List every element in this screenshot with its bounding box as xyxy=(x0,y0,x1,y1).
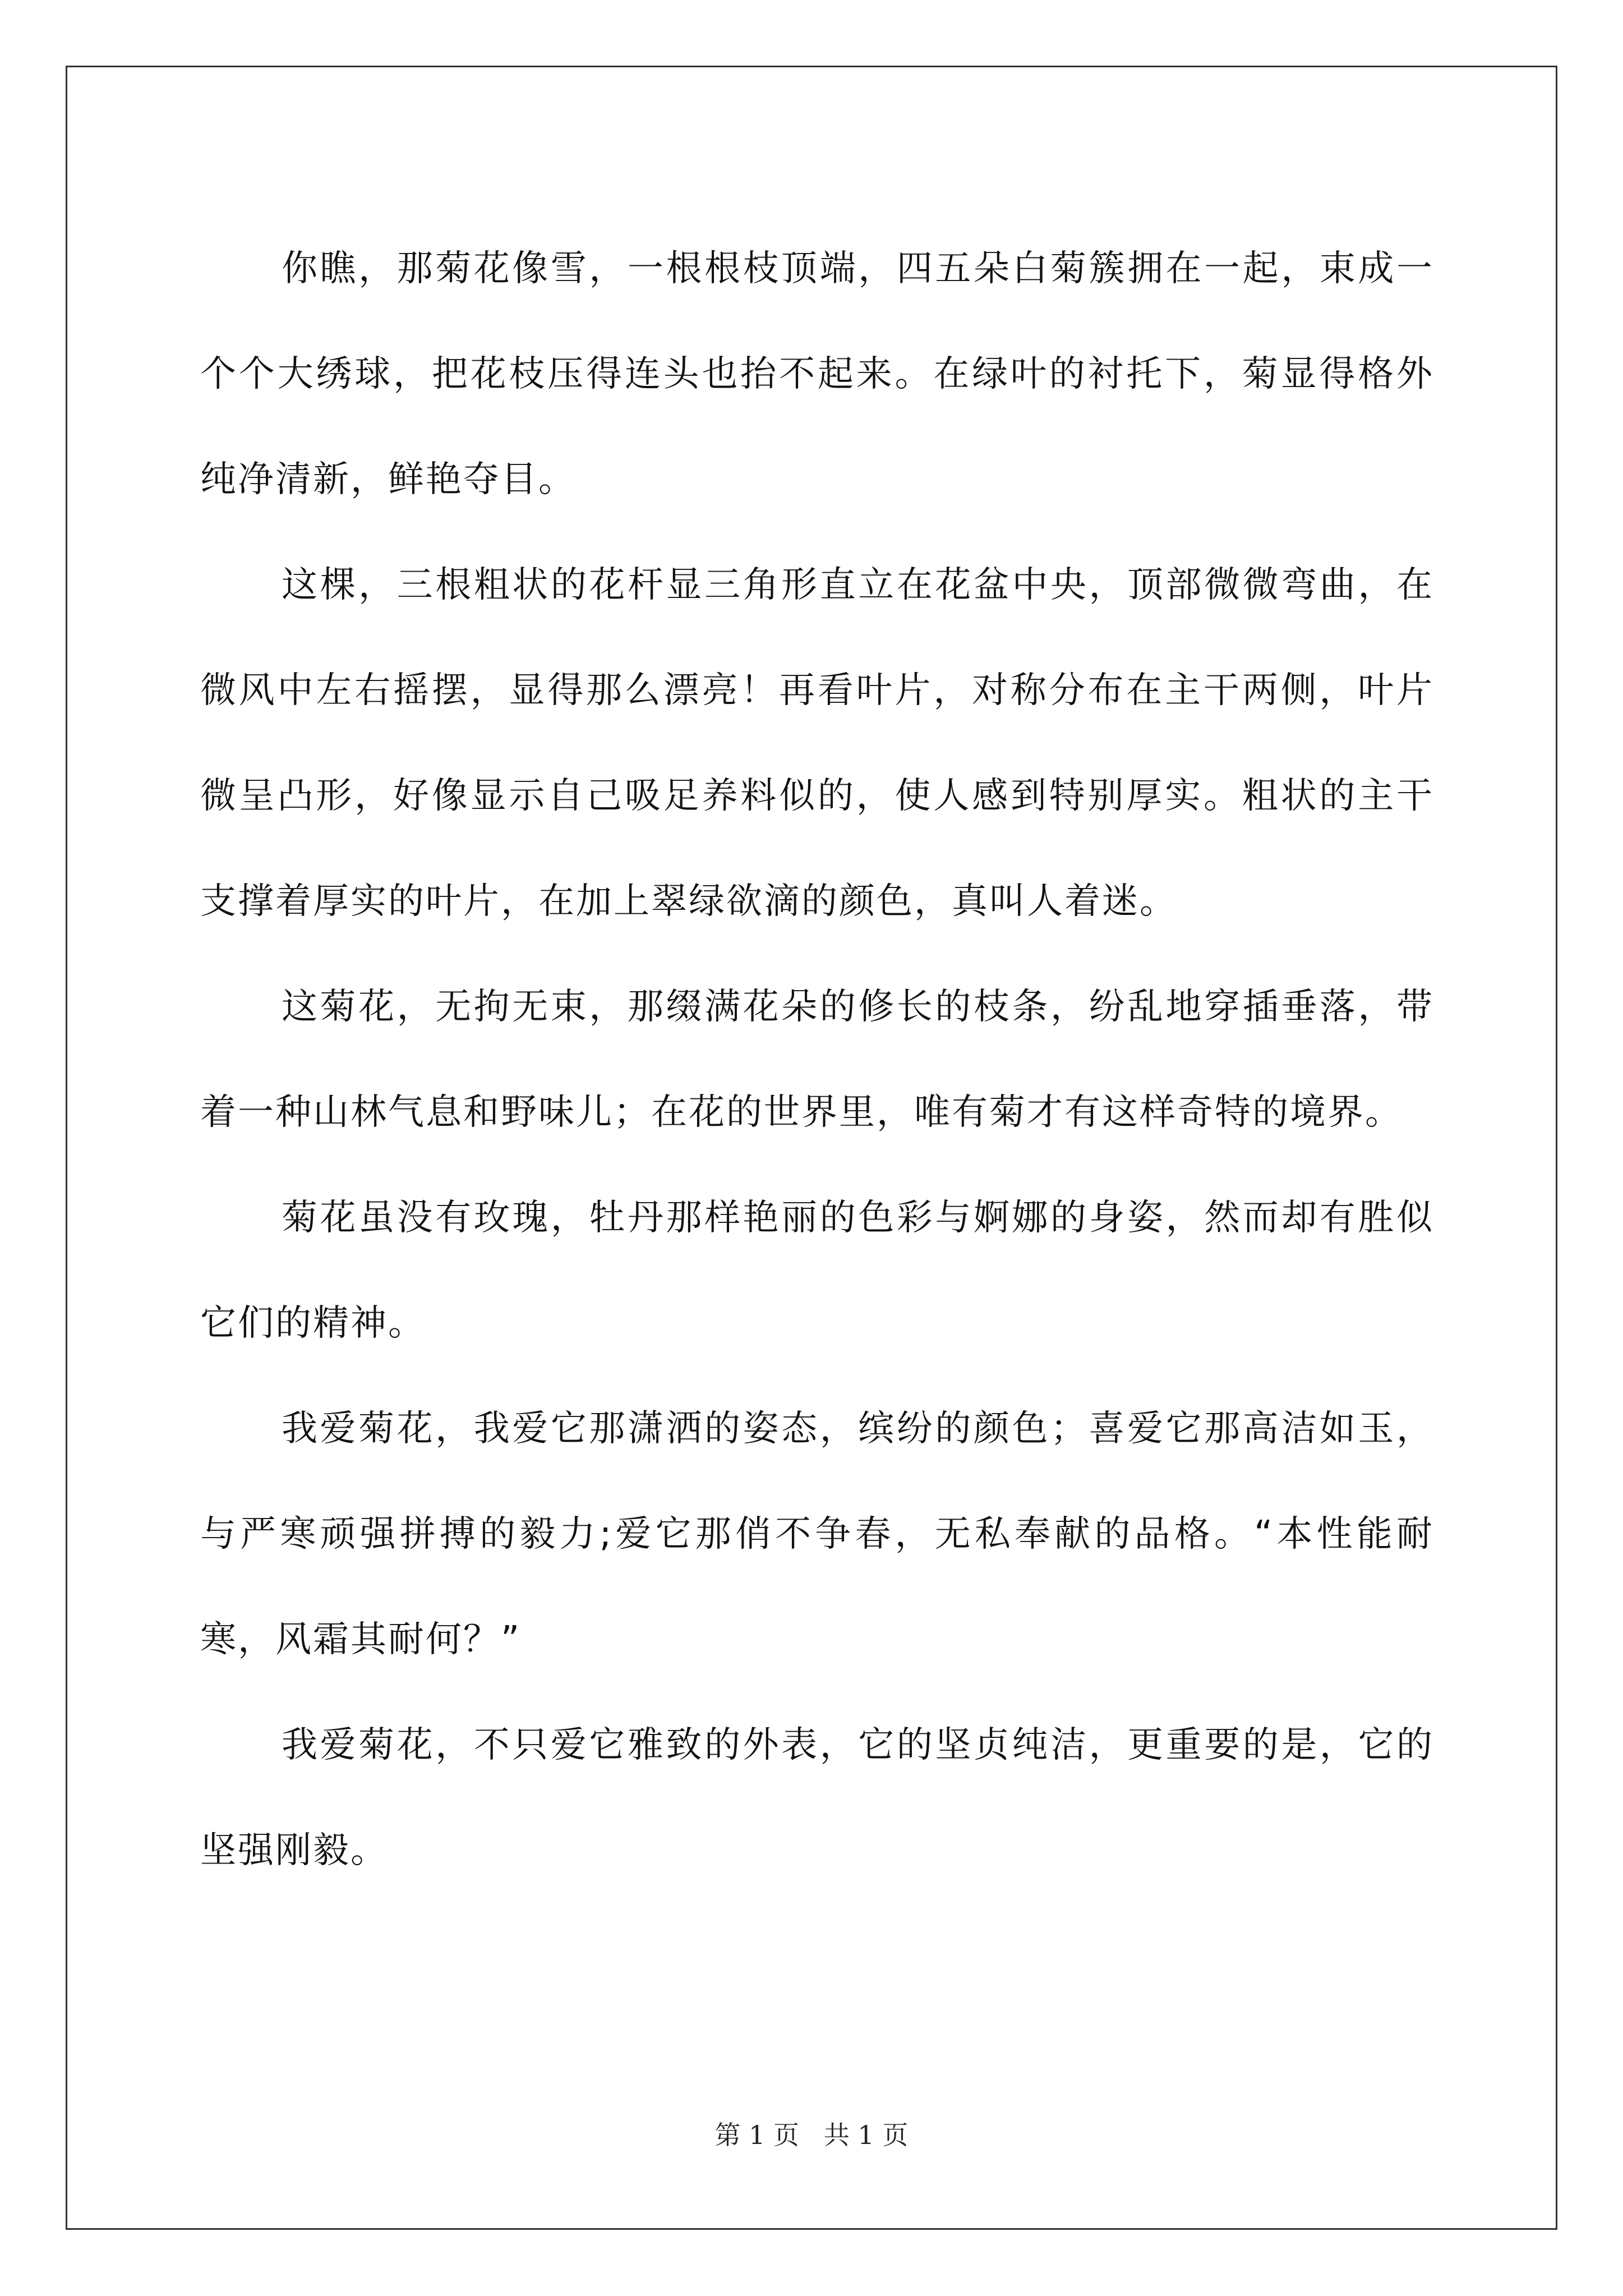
paragraph-2: 这棵，三根粗状的花杆显三角形直立在花盆中央，顶部微微弯曲，在微风中左右摇摆，显得那么漂亮！再看叶片，对称分布在主干两侧，叶片微呈凸形，好像显示自己吸足养料似的，使人感到特别厚实。粗状的主干支撑着厚实的叶片，在加上翠绿欲滴的颜色，真叫人着迷。 xyxy=(200,564,1434,922)
paragraph-1: 你瞧，那菊花像雪，一根根枝顶端，四五朵白菊簇拥在一起，束成一个个大绣球，把花枝压得连头也抬不起来。在绿叶的衬托下，菊显得格外纯净清新，鲜艳夺目。 xyxy=(200,248,1434,500)
paragraph-4: 菊花虽没有玫瑰，牡丹那样艳丽的色彩与婀娜的身姿，然而却有胜似它们的精神。 xyxy=(200,1197,1434,1344)
page-footer: 第 1 页 共 1 页 xyxy=(714,2120,909,2150)
document-body xyxy=(200,216,1434,1903)
paragraph-6: 我爱菊花，不只爱它雅致的外表，它的坚贞纯洁，更重要的是，它的坚强刚毅。 xyxy=(200,1724,1434,1871)
paragraph-5: 我爱菊花，我爱它那潇洒的姿态，缤纷的颜色；喜爱它那高洁如玉，与严寒顽强拼搏的毅力;爱它那俏不争春，无私奉献的品格。“本性能耐寒，风霜其耐何？” xyxy=(200,1408,1434,1660)
paragraph-3: 这菊花，无拘无束，那缀满花朵的修长的枝条，纷乱地穿插垂落，带着一种山林气息和野味儿；在花的世界里，唯有菊才有这样奇特的境界。 xyxy=(200,986,1434,1133)
